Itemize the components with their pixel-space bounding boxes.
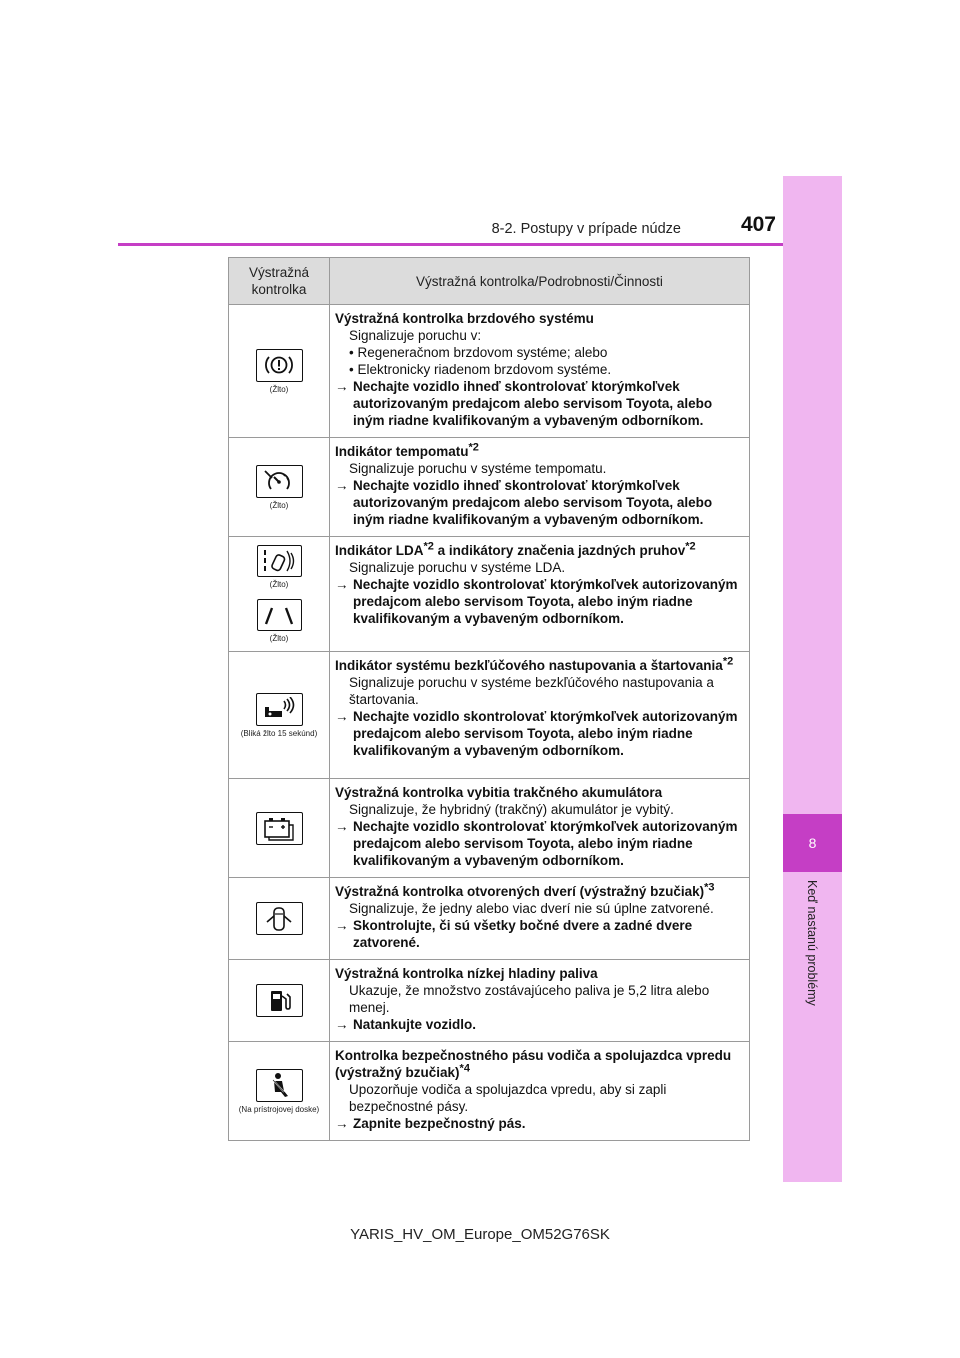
icon-cell: [229, 537, 330, 652]
row-description: Ukazuje, že množstvo zostávajúceho paliva je 5,2 litra alebo menej.: [349, 983, 710, 1015]
row-description: Signalizuje poruchu v systéme LDA.: [349, 560, 566, 575]
arrow-right-icon: →: [335, 577, 349, 592]
details-cell: [330, 1042, 750, 1141]
table-header-row: [229, 258, 750, 305]
footnote-ref: *2: [423, 540, 434, 553]
door-open-icon: [256, 902, 303, 935]
icon-caption: (Žlto): [269, 500, 289, 510]
row-action: → Nechajte vozidlo ihneď skontrolovať ktorýmkoľvek autorizovaným predajcom alebo servisom Toyota, alebo iným riadne kvalifikovaným a vybaveným odborníkom.: [335, 478, 713, 527]
row-title: Výstražná kontrolka vybitia trakčného akumulátora: [335, 785, 663, 800]
chapter-number: 8: [783, 814, 842, 872]
icon-caption: (Žlto): [269, 580, 289, 589]
row-title: Indikátor systému bezkľúčového nastupovania a štartovania$^{*2}$: [335, 655, 734, 673]
row-description: Signalizuje poruchu v systéme bezkľúčového nastupovania a štartovania.: [349, 675, 714, 707]
row-title: Kontrolka bezpečnostného pásu vodiča a spolujazdca vpredu (výstražný bzučiak)$^{*4}$: [335, 1048, 732, 1080]
arrow-right-icon: →: [335, 819, 349, 834]
icon-cell: [229, 960, 330, 1042]
table-row: [229, 652, 750, 779]
lane-markings-icon: [257, 599, 302, 631]
traction-battery-icon: [256, 812, 303, 845]
row-title: Indikátor LDA$^{*2}$ a indikátory značenia jazdných pruhov$^{*2}$: [335, 540, 696, 558]
details-cell: [330, 537, 750, 652]
row-action: → Nechajte vozidlo ihneď skontrolovať ktorýmkoľvek autorizovaným predajcom alebo servisom Toyota, alebo iným riadne kvalifikovaným a vybaveným odborníkom.: [335, 379, 713, 428]
icon-caption: (Bliká žlto 15 sekúnd): [240, 728, 318, 738]
arrow-right-icon: →: [335, 478, 349, 493]
icon-cell: [229, 779, 330, 878]
arrow-right-icon: →: [335, 918, 349, 933]
footnote-ref: *2: [685, 540, 696, 553]
row-action: → Natankujte vozidlo.: [335, 1017, 477, 1032]
table-row: [229, 878, 750, 960]
document-id: YARIS_HV_OM_Europe_OM52G76SK: [350, 1226, 610, 1243]
row-action: → Nechajte vozidlo skontrolovať ktorýmkoľvek autorizovaným predajcom alebo servisom Toyota, alebo iným riadne kvalifikovaným a vybaveným odborníkom.: [335, 819, 738, 868]
details-cell: [330, 305, 750, 438]
footnote-ref: *4: [459, 1062, 470, 1075]
arrow-right-icon: →: [335, 379, 349, 394]
row-title: Indikátor tempomatu$^{*2}$: [335, 441, 479, 459]
header-rule: [118, 243, 783, 246]
details-cell: [330, 652, 750, 779]
footnote-ref: *2: [722, 655, 734, 668]
header-details: Výstražná kontrolka/Podrobnosti/Činnosti: [330, 258, 750, 305]
warning-light-table: [228, 257, 750, 1141]
smart-key-icon: [256, 693, 303, 726]
row-action: → Nechajte vozidlo skontrolovať ktorýmkoľvek autorizovaným predajcom alebo servisom Toyota, alebo iným riadne kvalifikovaným a vybaveným odborníkom.: [335, 709, 738, 758]
fuel-level-icon: [256, 984, 303, 1017]
row-description: Signalizuje, že jedny alebo viac dverí nie sú úplne zatvorené.: [349, 901, 714, 916]
seatbelt-icon: [256, 1069, 303, 1102]
row-description: Signalizuje poruchu v:: [349, 328, 482, 343]
details-cell: [330, 438, 750, 537]
footnote-ref: *2: [468, 441, 479, 454]
table-row: [229, 960, 750, 1042]
lane-departure-icon: [257, 545, 302, 577]
row-description: Signalizuje, že hybridný (trakčný) akumulátor je vybitý.: [349, 802, 674, 817]
row-description: Upozorňuje vodiča a spolujazdca vpredu, aby si zapli bezpečnostné pásy.: [349, 1082, 667, 1114]
row-title: Výstražná kontrolka nízkej hladiny paliva: [335, 966, 598, 981]
details-cell: [330, 960, 750, 1042]
icon-caption: (Žlto): [269, 384, 289, 394]
row-title: Výstražná kontrolka otvorených dverí (výstražný bzučiak)$^{*3}$: [335, 881, 715, 899]
arrow-right-icon: →: [335, 1017, 349, 1032]
chapter-label: Keď nastanú problémy: [805, 880, 819, 1006]
list-item: • Elektronicky riadenom brzdovom systéme.: [349, 362, 612, 377]
row-action: → Nechajte vozidlo skontrolovať ktorýmkoľvek autorizovaným predajcom alebo servisom Toyota, alebo iným riadne kvalifikovaným a vybaveným odborníkom.: [335, 577, 738, 626]
table-row: [229, 537, 750, 652]
arrow-right-icon: →: [335, 1116, 349, 1131]
details-cell: [330, 779, 750, 878]
header-warning-light: Výstražná kontrolka: [229, 258, 330, 305]
icon-caption: (Žlto): [269, 634, 289, 643]
brake-system-icon: [256, 349, 303, 382]
list-item: • Regeneračnom brzdovom systéme; alebo: [349, 345, 608, 360]
icon-caption: (Na prístrojovej doske): [238, 1104, 320, 1114]
section-title: 8-2. Postupy v prípade núdze: [491, 221, 681, 237]
table-row: [229, 1042, 750, 1141]
arrow-right-icon: →: [335, 709, 349, 724]
icon-cell: [229, 438, 330, 537]
row-title: Výstražná kontrolka brzdového systému: [335, 311, 594, 326]
page-number: 407: [740, 213, 776, 236]
table-row: [229, 438, 750, 537]
row-description: Signalizuje poruchu v systéme tempomatu.: [349, 461, 607, 476]
icon-cell: [229, 652, 330, 779]
cruise-control-icon: [256, 465, 303, 498]
icon-cell: [229, 878, 330, 960]
icon-cell: [229, 305, 330, 438]
table-row: [229, 779, 750, 878]
icon-cell: [229, 1042, 330, 1141]
row-action: → Zapnite bezpečnostný pás.: [335, 1116, 526, 1131]
table-row: [229, 305, 750, 438]
row-action: → Skontrolujte, či sú všetky bočné dvere a zadné dvere zatvorené.: [335, 918, 693, 950]
footnote-ref: *3: [704, 881, 715, 894]
details-cell: [330, 878, 750, 960]
